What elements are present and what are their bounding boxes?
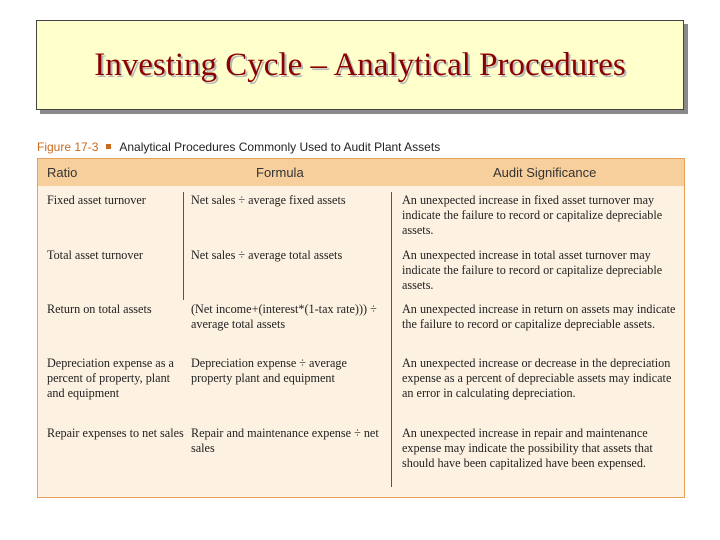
column-header-audit-significance: Audit Significance [493,165,597,180]
table-cell-ratio: Depreciation expense as a percent of property, plant and equipment [47,356,174,400]
column-divider [183,192,184,300]
column-header-ratio: Ratio [47,165,78,180]
table-cell-ratio: Return on total assets [47,302,152,316]
table-cell-formula: Depreciation expense ÷ average property plant and equipment [191,356,347,385]
figure-caption [37,140,440,154]
table-cell-ratio: Repair expenses to net sales [47,426,184,440]
table-cell-significance: An unexpected increase in return on assets may indicate the failure to record or capitalize depreciable assets. [402,302,676,331]
table-cell-significance: An unexpected increase or decrease in the depreciation expense as a percent of depreciable assets may indicate an error in calculating depreciation. [402,356,672,400]
table-cell-significance: An unexpected increase in fixed asset turnover may indicate the failure to record or capitalize depreciable assets. [402,193,663,237]
table-cell-significance: An unexpected increase in repair and maintenance expense may indicate the possibility that assets that should have been capitalized have been expensed. [402,426,653,470]
table-cell-formula: (Net income+(interest*(1-tax rate))) ÷ average total assets [191,302,377,331]
slide-title: Investing Cycle – Analytical Procedures [94,46,626,83]
column-header-formula: Formula [256,165,304,180]
table-header-row [38,159,684,186]
table-cell-formula: Net sales ÷ average total assets [191,248,343,262]
figure-number: Figure 17-3 [37,140,99,154]
column-divider [391,192,392,487]
table-cell-ratio: Fixed asset turnover [47,193,146,207]
figure-caption-text: Analytical Procedures Commonly Used to Audit Plant Assets [119,140,441,154]
slide-title-box [36,20,684,110]
table-cell-formula: Net sales ÷ average fixed assets [191,193,346,207]
table-cell-ratio: Total asset turnover [47,248,143,262]
table-cell-significance: An unexpected increase in total asset turnover may indicate the failure to record or capitalize depreciable assets. [402,248,663,292]
table-cell-formula: Repair and maintenance expense ÷ net sales [191,426,379,455]
square-bullet-icon [106,144,111,149]
procedures-table [37,158,685,498]
